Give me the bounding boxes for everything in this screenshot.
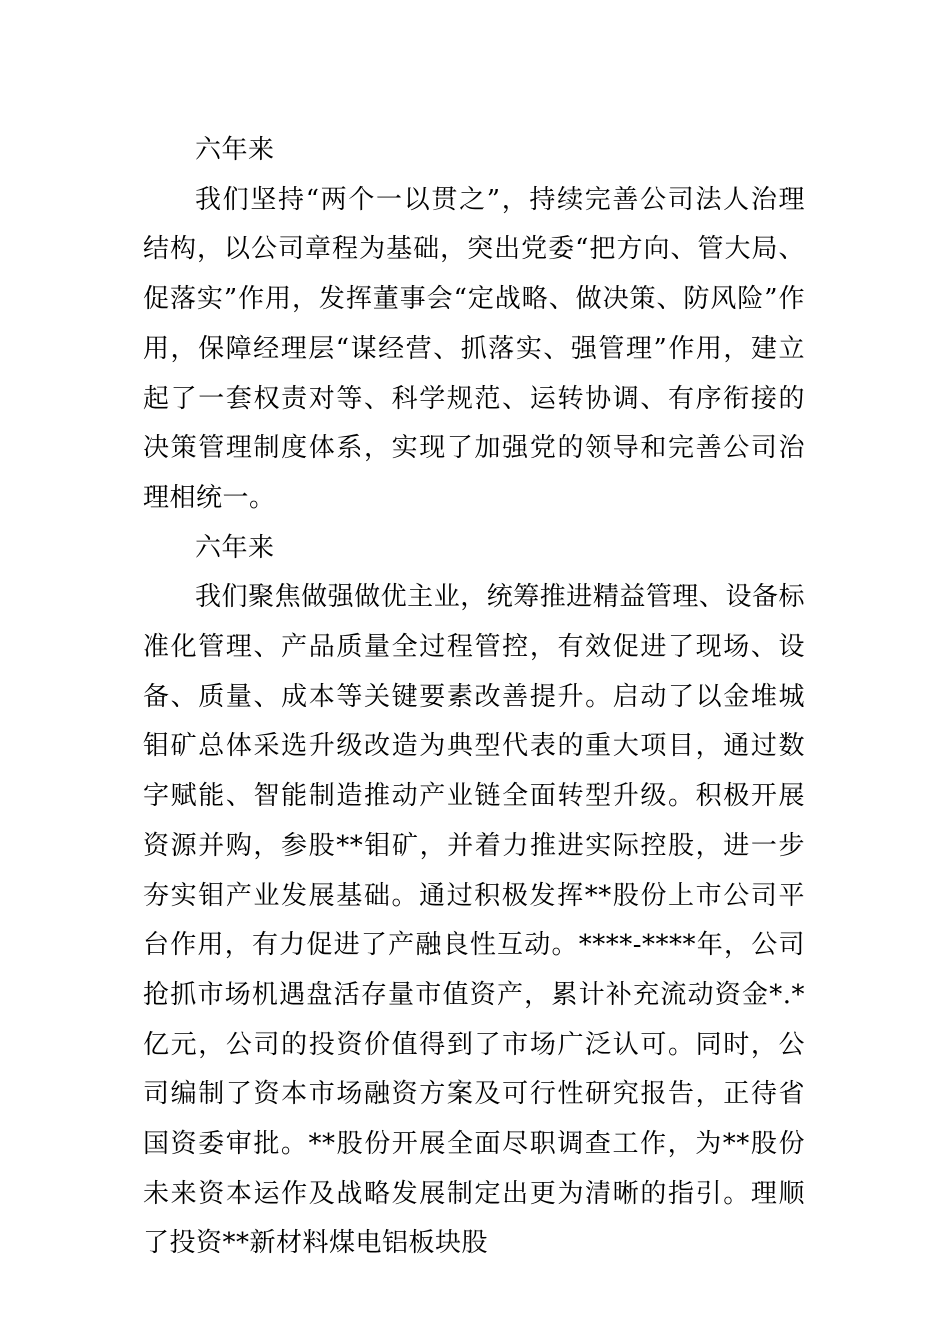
paragraph-main-business: 我们聚焦做强做优主业，统筹推进精益管理、设备标准化管理、产品质量全过程管控，有效促进了现场、设备、质量、成本等关键要素改善提升。启动了以金堆城钼矿总体采选升级改造为典型代表的重大项目，通过数字赋能、智能制造推动产业链全面转型升级。积极开展资源并购，参股**钼矿，并着力推进实际控股，进一步夯实钼产业发展基础。通过积极发挥**股份上市公司平台作用，有力促进了产融良性互动。****-****年，公司抢抓市场机遇盘活存量市值资产，累计补充流动资金*.*亿元，公司的投资价值得到了市场广泛认可。同时，公司编制了资本市场融资方案及可行性研究报告，正待省国资委审批。**股份开展全面尽职调查工作，为**股份未来资本运作及战略发展制定出更为清晰的指引。理顺了投资**新材料煤电铝板块股 (143, 582, 805, 1259)
document-body (143, 126, 805, 1269)
section-heading-1: 六年来 (195, 135, 275, 165)
paragraph-corporate-governance: 我们坚持“两个一以贯之”，持续完善公司法人治理结构，以公司章程为基础，突出党委“把方向、管大局、促落实”作用，发挥董事会“定战略、做决策、防风险”作用，保障经理层“谋经营、抓落实、强管理”作用，建立起了一套权责对等、科学规范、运转协调、有序衔接的决策管理制度体系，实现了加强党的领导和完善公司治理相统一。 (143, 184, 805, 513)
section-heading-2: 六年来 (195, 532, 275, 563)
